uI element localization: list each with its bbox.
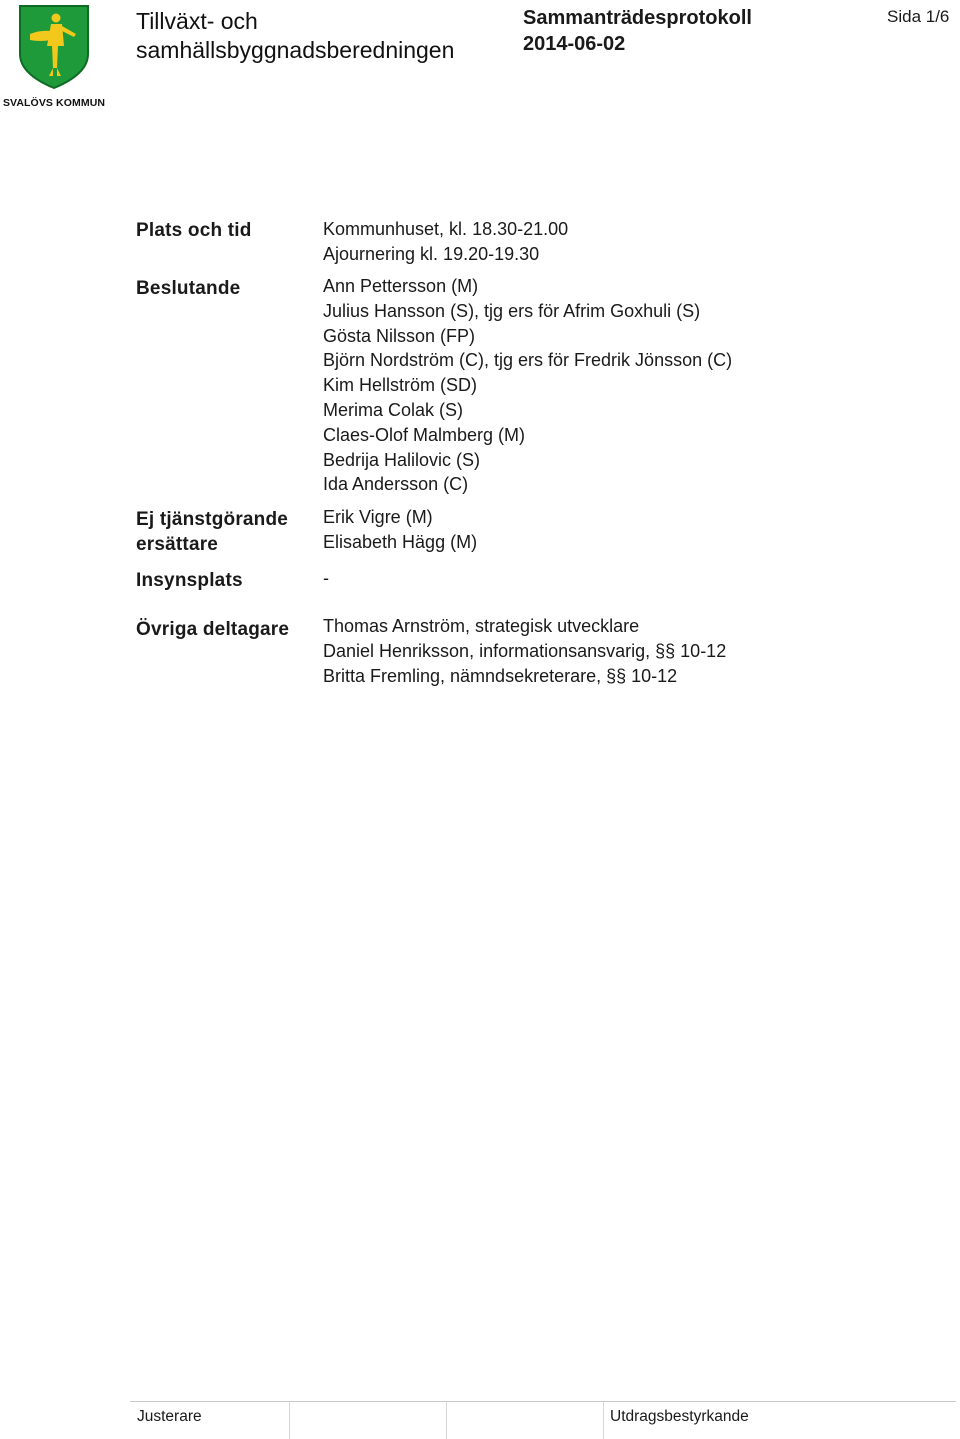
footer-divider	[130, 1401, 956, 1402]
footer-justerare: Justerare	[137, 1408, 202, 1425]
insynsplats-dash: -	[323, 568, 329, 588]
footer-utdragsbestyrkande: Utdragsbestyrkande	[610, 1408, 749, 1425]
beslutande-member: Gösta Nilsson (FP)	[323, 325, 476, 346]
coat-of-arms-icon	[0, 4, 108, 90]
footer-separator	[603, 1402, 604, 1439]
ovriga-participant: Daniel Henriksson, informationsansvarig, §§ 10-12	[323, 640, 727, 661]
ersattare-member: Erik Vigre (M)	[323, 507, 433, 527]
label-beslutande: Beslutande	[136, 278, 241, 299]
committee-name-line2: samhällsbyggnadsberedningen	[136, 37, 455, 63]
committee-name-line1: Tillväxt- och	[136, 8, 258, 34]
beslutande-member: Bedrija Halilovic (S)	[323, 449, 481, 470]
insynsplats-value	[323, 566, 329, 591]
document-type: Sammanträdesprotokoll	[523, 7, 752, 29]
beslutande-member: Ann Pettersson (M)	[323, 276, 479, 296]
ovriga-participant: Thomas Arnström, strategisk utvecklare	[323, 616, 640, 636]
beslutande-member: Merima Colak (S)	[323, 399, 464, 420]
ovriga-participant: Britta Fremling, nämndsekreterare, §§ 10-12	[323, 665, 678, 686]
committee-name	[136, 7, 454, 65]
footer-separator	[289, 1402, 290, 1439]
footer-separator	[446, 1402, 447, 1439]
plats-line: Kommunhuset, kl. 18.30-21.00	[323, 219, 569, 239]
label-ovriga-deltagare: Övriga deltagare	[136, 619, 290, 640]
beslutande-member: Claes-Olof Malmberg (M)	[323, 424, 526, 445]
label-plats-och-tid: Plats och tid	[136, 220, 252, 241]
beslutande-member: Kim Hellström (SD)	[323, 375, 478, 396]
beslutande-member: Björn Nordström (C), tjg ers för Fredrik Jönsson (C)	[323, 350, 733, 371]
beslutande-list	[323, 274, 732, 497]
plats-line: Ajournering kl. 19.20-19.30	[323, 243, 540, 264]
beslutande-member: Julius Hansson (S), tjg ers för Afrim Goxhuli (S)	[323, 300, 701, 321]
beslutande-member: Ida Andersson (C)	[323, 474, 469, 495]
meeting-date: 2014-06-02	[523, 33, 626, 55]
ovriga-deltagare-list	[323, 614, 726, 688]
municipality-logo	[0, 4, 108, 108]
plats-och-tid-values	[323, 217, 568, 267]
label-insynsplats: Insynsplats	[136, 570, 243, 591]
page-number: Sida 1/6	[887, 7, 950, 26]
ersattare-list	[323, 505, 477, 555]
logo-text: SVALÖVS KOMMUN	[2, 97, 106, 109]
label-line: Ej tjänstgörande	[136, 509, 289, 530]
label-line: ersättare	[136, 534, 219, 555]
label-ej-tjanstgorande-ersattare	[136, 507, 288, 557]
ersattare-member: Elisabeth Hägg (M)	[323, 531, 478, 552]
